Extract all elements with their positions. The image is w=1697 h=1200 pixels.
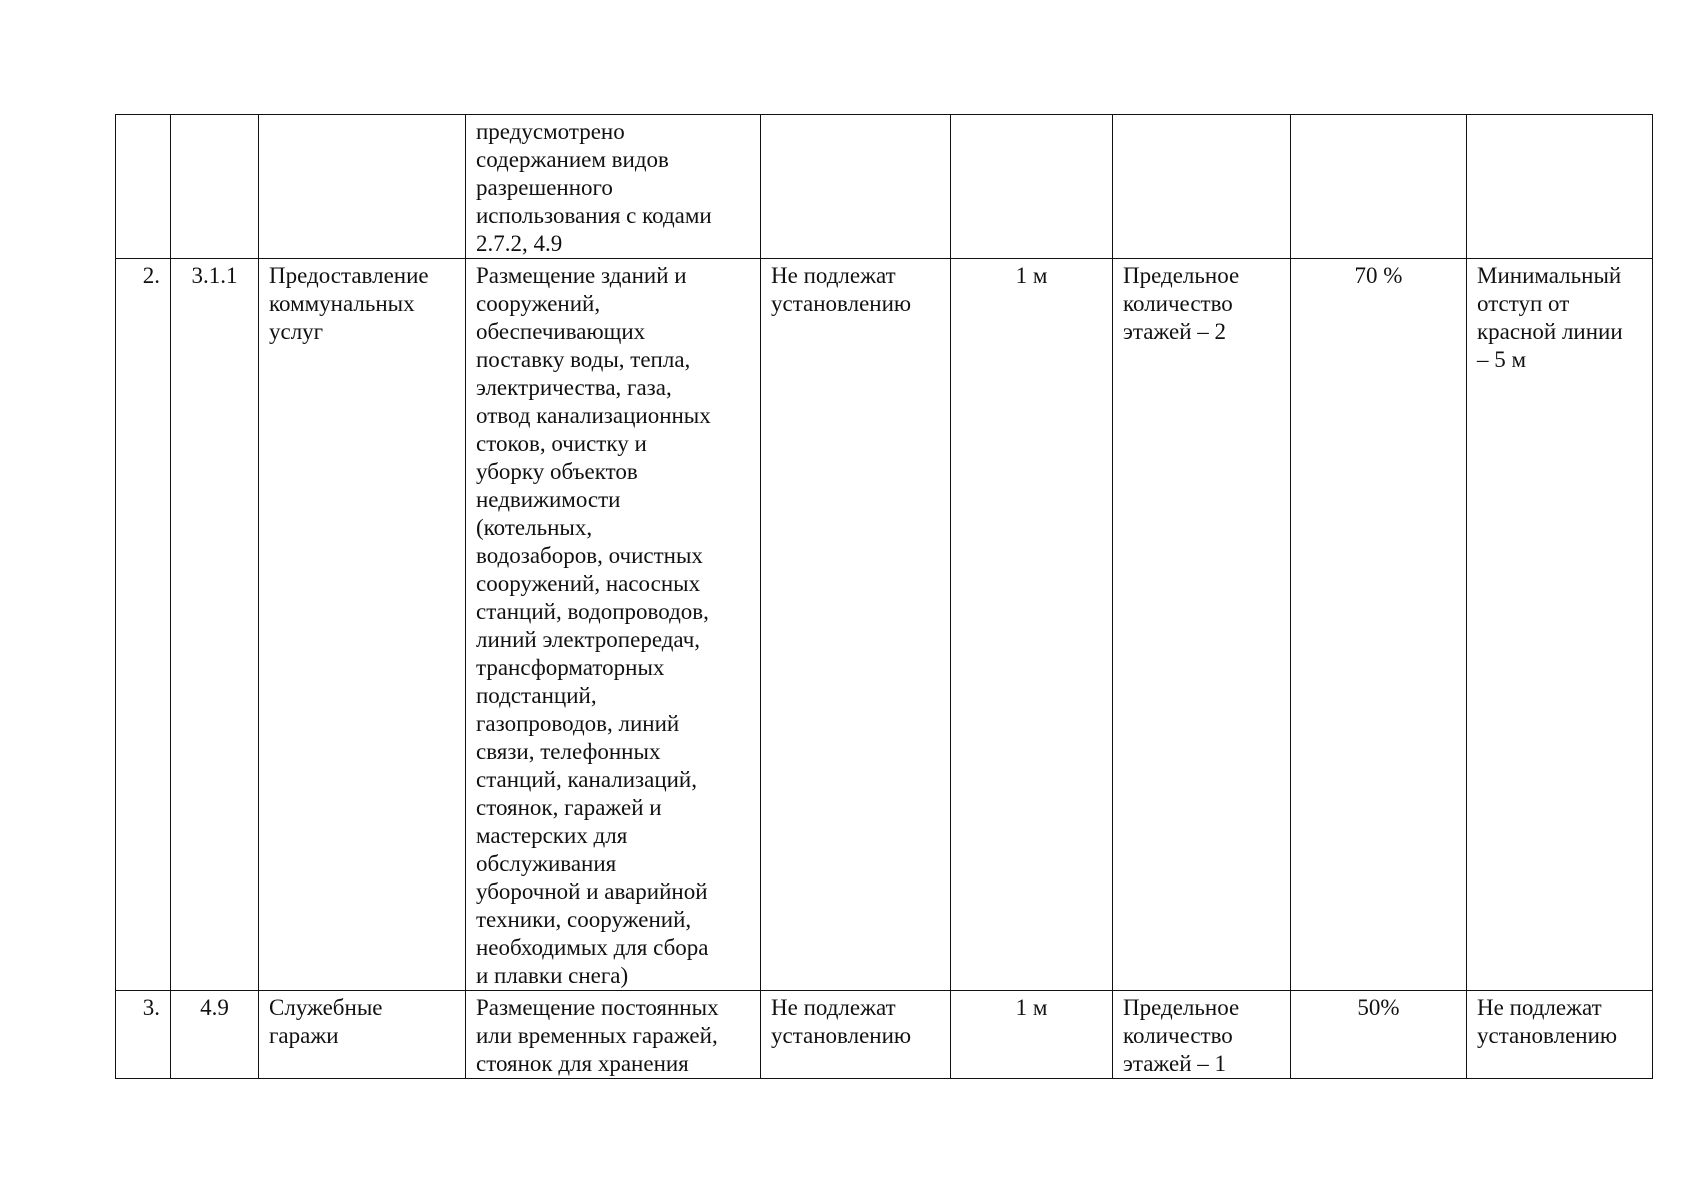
coverage-cell: [1291, 115, 1467, 259]
row-number-cell: 2.: [116, 259, 171, 991]
setback-cell: [951, 115, 1113, 259]
table-row: [116, 991, 1653, 1079]
use-description-cell: Размещение зданий и сооружений, обеспечивающих поставку воды, тепла, электричества, газа, отвод канализационных стоков, очистку и уборку объектов недвижимости (котельных, водозаборов, очистных сооружений, насосных станций, водопроводов, линий электропередач, трансформаторных подстанций, газопроводов, линий связи, телефонных станций, канализаций, стоянок, гаражей и мастерских для обслуживания уборочной и аварийной техники, сооружений, необходимых для сбора и плавки снега): [466, 259, 761, 991]
use-code-cell: [171, 115, 259, 259]
other-params-cell: Не подлежат установлению: [1467, 991, 1653, 1079]
table-row: [116, 115, 1653, 259]
floors-cell: Предельное количество этажей – 1: [1113, 991, 1291, 1079]
setback-cell: 1 м: [951, 259, 1113, 991]
coverage-cell: 50%: [1291, 991, 1467, 1079]
use-name-cell: Предоставление коммунальных услуг: [259, 259, 466, 991]
use-description-cell: предусмотрено содержанием видов разрешенного использования с кодами 2.7.2, 4.9: [466, 115, 761, 259]
plot-size-cell: Не подлежат установлению: [761, 991, 951, 1079]
other-params-cell: [1467, 115, 1653, 259]
plot-size-cell: [761, 115, 951, 259]
row-number-cell: [116, 115, 171, 259]
use-description-cell: Размещение постоянных или временных гаражей, стоянок для хранения: [466, 991, 761, 1079]
plot-size-cell: Не подлежат установлению: [761, 259, 951, 991]
use-name-cell: [259, 115, 466, 259]
use-code-cell: 3.1.1: [171, 259, 259, 991]
zoning-regulations-table: [115, 114, 1653, 1079]
coverage-cell: 70 %: [1291, 259, 1467, 991]
use-name-cell: Служебные гаражи: [259, 991, 466, 1079]
row-number-cell: 3.: [116, 991, 171, 1079]
floors-cell: [1113, 115, 1291, 259]
use-code-cell: 4.9: [171, 991, 259, 1079]
floors-cell: Предельное количество этажей – 2: [1113, 259, 1291, 991]
table-row: [116, 259, 1653, 991]
setback-cell: 1 м: [951, 991, 1113, 1079]
other-params-cell: Минимальный отступ от красной линии – 5 м: [1467, 259, 1653, 991]
